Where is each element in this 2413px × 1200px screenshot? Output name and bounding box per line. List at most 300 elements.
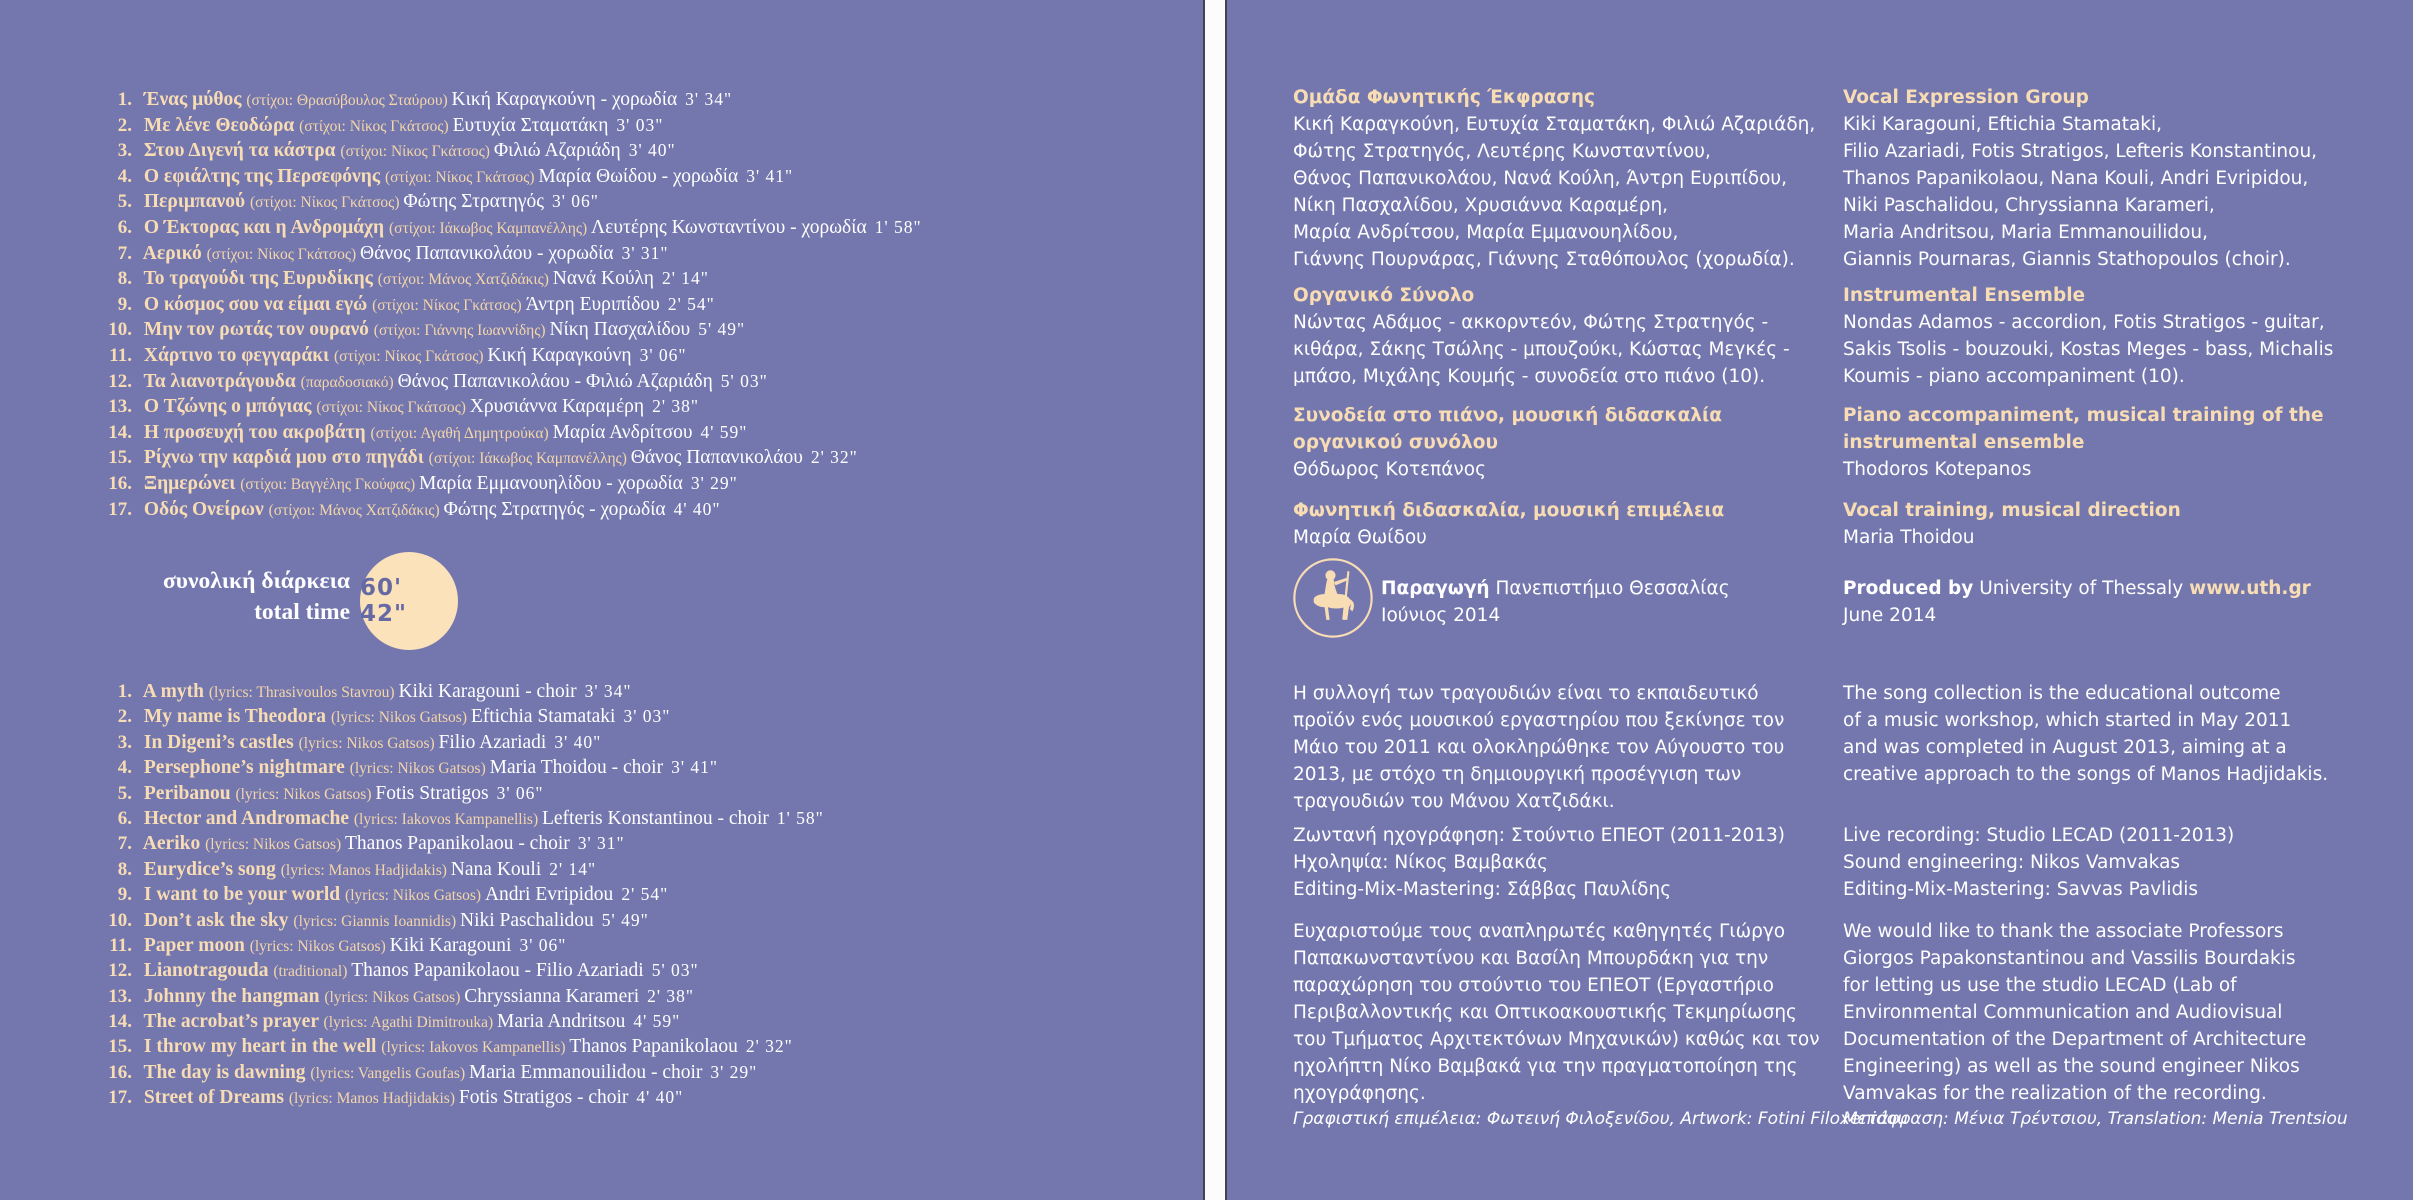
track-title: The acrobat’s prayer (139, 1011, 324, 1033)
track-performer: Niki Paschalidou (460, 909, 594, 931)
credits-line: 2013, με στόχο τη δημιουργική προσέγγιση των (1293, 764, 1742, 785)
credits-line: Koumis - piano accompaniment (10). (1843, 366, 2185, 387)
track-row (88, 113, 922, 139)
track-number: 13. (108, 985, 132, 1007)
track-row (88, 1085, 824, 1110)
track-number: 16. (108, 472, 132, 494)
tracklist-greek (88, 87, 922, 522)
credits-line: Μαρία Ανδρίτσου, Μαρία Εμμανουηλίδου, (1293, 222, 1679, 243)
track-duration: 3' 06" (496, 782, 544, 803)
tracklist-english (88, 679, 824, 1111)
track-lyrics-credit: (lyrics: Iakovos Kampanellis) (353, 810, 542, 828)
track-performer: Φώτης Στρατηγός (403, 191, 544, 213)
credits-line: Νίκη Πασχαλίδου, Χρυσιάννα Καραμέρη, (1293, 195, 1669, 216)
track-lyrics-credit: (lyrics: Nikos Gatsos) (249, 937, 390, 955)
track-title: Persephone’s nightmare (139, 757, 350, 779)
track-title: I throw my heart in the well (139, 1036, 382, 1058)
track-performer: Andri Evripidou (484, 884, 614, 906)
track-title: Peribanou (139, 782, 236, 804)
produced-by-label: Produced by (1843, 578, 1974, 599)
track-performer: Maria Thoidou - choir (489, 757, 664, 779)
track-title: Hector and Andromache (139, 807, 354, 829)
credits-heading: Vocal training, musical direction (1843, 500, 2181, 521)
track-performer: Νανά Κούλη (552, 268, 654, 290)
track-title: Don’t ask the sky (139, 909, 294, 931)
track-performer: Fotis Stratigos (375, 782, 489, 804)
track-duration: 5' 03" (720, 370, 768, 391)
credits-line: ηχολήπτη Νίκο Βαμβακά για την πραγματοποίηση της (1293, 1056, 1798, 1077)
track-row (88, 882, 824, 907)
track-performer: Chryssianna Karameri (464, 985, 640, 1007)
track-duration: 5' 49" (698, 319, 746, 340)
total-time-label-greek: συνολική διάρκεια (163, 568, 350, 594)
credits-section (1293, 918, 1820, 1107)
credits-line: Ηχοληψία: Νίκος Βαμβακάς (1293, 852, 1549, 873)
credits-heading: Ομάδα Φωνητικής Έκφρασης (1293, 87, 1595, 108)
track-title: Με λένε Θεοδώρα (139, 114, 300, 136)
credits-line: for letting us use the studio LECAD (Lab of (1843, 975, 2237, 996)
credits-section (1293, 1106, 1908, 1133)
track-number: 15. (108, 447, 132, 469)
track-title: Ρίχνω την καρδιά μου στο πηγάδι (139, 447, 429, 469)
track-row (88, 445, 922, 471)
track-lyrics-credit: (στίχοι: Ιάκωβος Καμπανέλλης) (388, 219, 592, 237)
track-duration: 2' 54" (621, 884, 669, 905)
track-performer: Κική Καραγκούνη (487, 344, 632, 366)
track-number: 12. (108, 370, 132, 392)
track-row (88, 215, 922, 241)
track-title: Ο Έκτορας και η Ανδρομάχη (139, 216, 389, 238)
track-lyrics-credit: (lyrics: Manos Hadjidakis) (280, 861, 451, 879)
track-performer: Ευτυχία Σταματάκη (452, 114, 609, 136)
page-fold-seam (1203, 0, 1227, 1200)
track-row (88, 394, 922, 420)
track-number: 2. (117, 706, 132, 728)
track-number: 7. (117, 833, 132, 855)
track-lyrics-credit: (στίχοι: Νίκος Γκάτσος) (206, 245, 361, 263)
track-duration: 3' 06" (519, 934, 567, 955)
track-lyrics-credit: (lyrics: Iakovos Kampanellis) (381, 1039, 570, 1057)
credits-line: The song collection is the educational outcome (1843, 683, 2281, 704)
track-performer: Thanos Papanikolaou - choir (345, 833, 570, 855)
track-duration: 3' 03" (623, 706, 671, 727)
credits-line: Περιβαλλοντικής και Οπτικοακουστικής Τεκμηρίωσης (1293, 1002, 1797, 1023)
track-row (88, 369, 922, 395)
credits-heading: Instrumental Ensemble (1843, 285, 2086, 306)
track-lyrics-credit: (στίχοι: Βαγγέλης Γκούφας) (240, 475, 420, 493)
track-row (88, 1060, 824, 1085)
track-performer: Kiki Karagouni (389, 934, 512, 956)
credits-section (1293, 84, 1815, 273)
total-time-label (110, 566, 350, 628)
track-row (88, 317, 922, 343)
track-row (88, 420, 922, 446)
track-performer: Maria Andritsou (497, 1011, 626, 1033)
credits-line: creative approach to the songs of Manos Hadjidakis. (1843, 764, 2329, 785)
track-number: 3. (117, 140, 132, 162)
track-number: 4. (117, 757, 132, 779)
track-row (88, 497, 922, 523)
credits-line: Live recording: Studio LECAD (2011-2013) (1843, 825, 2235, 846)
credits-line: Φώτης Στρατηγός, Λευτέρης Κωνσταντίνου, (1293, 141, 1711, 162)
credits-section (1843, 1106, 2348, 1133)
track-lyrics-credit: (lyrics: Nikos Gatsos) (349, 760, 490, 778)
track-title: Ο Τζώνης ο μπόγιας (139, 396, 317, 418)
credits-line: Vamvakas for the realization of the recording. (1843, 1083, 2267, 1104)
track-title: Lianotragouda (139, 960, 274, 982)
track-duration: 2' 38" (647, 985, 695, 1006)
track-performer: Φιλιώ Αζαριάδη (493, 140, 621, 162)
track-number: 8. (117, 858, 132, 880)
credits-line: ηχογράφησης. (1293, 1083, 1426, 1104)
track-lyrics-credit: (lyrics: Nikos Gatsos) (235, 785, 376, 803)
track-performer: Χρυσιάννα Καραμέρη (469, 396, 645, 418)
produced-by-text: Πανεπιστήμιο Θεσσαλίας (1489, 578, 1730, 599)
credits-section (1843, 680, 2328, 788)
credits-section (1293, 822, 1785, 903)
total-time-badge (360, 552, 458, 650)
track-performer: Fotis Stratigos - choir (458, 1087, 629, 1109)
credits-line: Νώντας Αδάμος - ακκορντεόν, Φώτης Στρατηγός - (1293, 312, 1769, 333)
track-row (88, 164, 922, 190)
track-number: 5. (117, 191, 132, 213)
credits-line: Nondas Adamos - accordion, Fotis Stratigos - guitar, (1843, 312, 2325, 333)
track-lyrics-credit: (παραδοσιακό) (300, 373, 398, 391)
track-row (88, 781, 824, 806)
track-duration: 2' 14" (661, 268, 709, 289)
credits-section (1293, 402, 1722, 483)
track-number: 1. (117, 89, 132, 110)
credits-line: Giannis Pournaras, Giannis Stathopoulos (choir). (1843, 249, 2291, 270)
track-duration: 3' 29" (690, 472, 738, 493)
track-row (88, 241, 922, 267)
credits-line: Niki Paschalidou, Chryssianna Karameri, (1843, 195, 2215, 216)
track-lyrics-credit: (στίχοι: Νίκος Γκάτσος) (384, 168, 539, 186)
credits-section (1843, 402, 2324, 483)
track-performer: Νίκη Πασχαλίδου (549, 319, 691, 341)
credits-section (1843, 918, 2306, 1107)
track-duration: 3' 06" (639, 344, 687, 365)
track-performer: Άντρη Ευριπίδου (525, 293, 660, 315)
track-lyrics-credit: (lyrics: Nikos Gatsos) (205, 836, 346, 854)
total-time-value: 60' 42" (360, 575, 407, 627)
track-title: Τα λιανοτράγουδα (139, 370, 301, 392)
credits-line: Editing-Mix-Mastering: Savvas Pavlidis (1843, 879, 2198, 900)
credits-line: μπάσο, Μιχάλης Κουμής - συνοδεία στο πιάνο (10). (1293, 366, 1766, 387)
credits-line: We would like to thank the associate Professors (1843, 921, 2284, 942)
credits-heading: Piano accompaniment, musical training of the (1843, 405, 2324, 426)
track-number: 10. (108, 319, 132, 341)
track-number: 5. (117, 782, 132, 804)
track-title: Η προσευχή του ακροβάτη (139, 421, 371, 443)
track-duration: 4' 40" (673, 498, 721, 519)
track-performer: Φώτης Στρατηγός - χορωδία (443, 498, 666, 520)
credits-line: and was completed in August 2013, aiming at a (1843, 737, 2287, 758)
total-time-label-english: total time (254, 599, 350, 625)
track-duration: 3' 29" (710, 1061, 758, 1082)
track-number: 17. (108, 498, 132, 520)
track-number: 7. (117, 242, 132, 264)
credits-section (1293, 680, 1784, 815)
credits-line: τραγουδιών του Μάνου Χατζιδάκι. (1293, 791, 1615, 812)
credits-line: παραχώρηση του στούντιο του ΕΠΕΟΤ (Εργαστήριο (1293, 975, 1774, 996)
track-number: 16. (108, 1061, 132, 1083)
track-lyrics-credit: (lyrics: Agathi Dimitrouka) (323, 1014, 498, 1032)
track-number: 9. (117, 293, 132, 315)
produced-by-label: Παραγωγή (1381, 578, 1490, 599)
credits-section (1843, 822, 2234, 903)
credits-line: Ζωντανή ηχογράφηση: Στούντιο ΕΠΕΟΤ (2011-2013) (1293, 825, 1785, 846)
track-row (88, 189, 922, 215)
track-row (88, 138, 922, 164)
track-row (88, 266, 922, 292)
track-number: 2. (117, 114, 132, 136)
track-title: Μην τον ρωτάς τον ουρανό (139, 319, 374, 341)
track-title: Ένας μύθος (139, 89, 247, 110)
track-performer: Maria Emmanouilidou - choir (468, 1061, 703, 1083)
credits-section (1843, 575, 2311, 629)
track-title: Ο κόσμος σου να είμαι εγώ (139, 293, 373, 315)
track-performer: Kiki Karagouni - choir (398, 681, 577, 702)
track-lyrics-credit: (lyrics: Vangelis Goufas) (310, 1064, 469, 1082)
credits-line: Γιάννης Πουρνάρας, Γιάννης Σταθόπουλος (χορωδία). (1293, 249, 1795, 270)
credits-section (1293, 497, 1724, 551)
track-row (88, 471, 922, 497)
track-row (88, 292, 922, 318)
track-lyrics-credit: (lyrics: Nikos Gatsos) (330, 709, 471, 727)
track-lyrics-credit: (traditional) (273, 963, 352, 981)
credits-line: Κική Καραγκούνη, Ευτυχία Σταματάκη, Φιλιώ Αζαριάδη, (1293, 114, 1816, 135)
credits-line: Ευχαριστούμε τους αναπληρωτές καθηγητές Γιώργο (1293, 921, 1786, 942)
track-title: Aeriko (139, 833, 206, 855)
track-duration: 3' 40" (554, 731, 602, 752)
track-performer: Λευτέρης Κωνσταντίνου - χορωδία (591, 216, 867, 238)
track-duration: 3' 06" (551, 191, 599, 212)
track-number: 9. (117, 884, 132, 906)
credits-line: Thodoros Kotepanos (1843, 459, 2032, 480)
track-row (88, 704, 824, 729)
credits-line: Documentation of the Department of Architecture (1843, 1029, 2307, 1050)
track-row (88, 1009, 824, 1034)
track-title: Χάρτινο το φεγγαράκι (139, 344, 334, 366)
track-duration: 5' 49" (601, 909, 649, 930)
track-lyrics-credit: (lyrics: Thrasivoulos Stavrou) (208, 684, 399, 701)
credits-line: Kiki Karagouni, Eftichia Stamataki, (1843, 114, 2163, 135)
credits-line: Giorgos Papakonstantinou and Vassilis Bourdakis (1843, 948, 2296, 969)
track-performer: Thanos Papanikolaou - Filio Azariadi (351, 960, 644, 982)
produced-date: June 2014 (1843, 605, 1937, 626)
track-duration: 2' 54" (667, 293, 715, 314)
track-title: Eurydice’s song (139, 858, 281, 880)
track-number: 14. (108, 421, 132, 443)
credits-line: Editing-Mix-Mastering: Σάββας Παυλίδης (1293, 879, 1672, 900)
credits-section (1843, 84, 2317, 273)
credits-line: Μετάφραση: Μένια Τρέντσιου, Translation: Menia Trentsiou (1843, 1109, 2348, 1129)
track-title: A myth (139, 681, 209, 702)
credits-heading: οργανικού συνόλου (1293, 432, 1498, 453)
credits-line: Sound engineering: Nikos Vamvakas (1843, 852, 2181, 873)
credits-section (1843, 497, 2181, 551)
track-duration: 3' 41" (746, 165, 794, 186)
credits-line: Θάνος Παπανικολάου, Νανά Κούλη, Άντρη Ευριπίδου, (1293, 168, 1788, 189)
track-lyrics-credit: (στίχοι: Νίκος Γκάτσος) (316, 399, 470, 417)
credits-line: Μαρία Θωίδου (1293, 527, 1427, 548)
credits-section (1843, 282, 2333, 390)
track-title: In Digeni’s castles (139, 731, 299, 753)
track-performer: Κική Καραγκούνη - χορωδία (451, 89, 678, 110)
track-number: 11. (109, 344, 132, 366)
track-number: 1. (117, 681, 132, 702)
track-performer: Μαρία Θωίδου - χορωδία (538, 165, 739, 187)
track-performer: Μαρία Ανδρίτσου (552, 421, 693, 443)
track-performer: Θάνος Παπανικολάου - χορωδία (360, 242, 614, 264)
credits-line: Maria Andritsou, Maria Emmanouilidou, (1843, 222, 2209, 243)
track-number: 3. (117, 731, 132, 753)
track-row (88, 87, 922, 113)
track-title: Στου Διγενή τα κάστρα (139, 140, 341, 162)
credits-column-english (1843, 0, 2403, 1200)
track-row (88, 958, 824, 983)
credits-heading: Φωνητική διδασκαλία, μουσική επιμέλεια (1293, 500, 1725, 521)
track-duration: 2' 38" (652, 396, 699, 417)
credits-line: κιθάρα, Σάκης Τσώλης - μπουζούκι, Κώστας Μεγκές - (1293, 339, 1790, 360)
credits-line: Filio Azariadi, Fotis Stratigos, Lefteris Konstantinou, (1843, 141, 2318, 162)
track-row (88, 984, 824, 1009)
track-title: The day is dawning (139, 1061, 311, 1083)
track-duration: 3' 40" (628, 140, 676, 161)
track-duration: 4' 40" (636, 1087, 684, 1108)
credits-line: Παπακωνσταντίνου και Βασίλη Μπουρδάκη για την (1293, 948, 1769, 969)
track-lyrics-credit: (στίχοι: Μάνος Χατζιδάκις) (377, 271, 553, 289)
track-lyrics-credit: (στίχοι: Μάνος Χατζιδάκις) (268, 501, 444, 519)
track-duration: 2' 32" (745, 1036, 793, 1057)
track-lyrics-credit: (lyrics: Nikos Gatsos) (324, 988, 465, 1006)
track-row (88, 755, 824, 780)
produced-by-line (1381, 575, 1730, 602)
track-row (88, 857, 824, 882)
track-number: 10. (108, 909, 132, 931)
credits-heading: instrumental ensemble (1843, 432, 2085, 453)
track-performer: Thanos Papanikolaou (569, 1036, 738, 1058)
credits-line: Maria Thoidou (1843, 527, 1975, 548)
track-duration: 4' 59" (700, 421, 748, 442)
track-row (88, 730, 824, 755)
track-number: 6. (117, 807, 132, 829)
track-title: My name is Theodora (139, 706, 331, 728)
track-row (88, 679, 824, 704)
track-performer: Μαρία Εμμανουηλίδου - χορωδία (419, 472, 683, 494)
track-duration: 3' 31" (621, 242, 669, 263)
credits-line: Engineering) as well as the sound engineer Nikos (1843, 1056, 2300, 1077)
track-title: Ο εφιάλτης της Περσεφόνης (139, 165, 385, 187)
track-title: Αερικό (139, 242, 207, 264)
track-title: Paper moon (139, 934, 250, 956)
track-performer: Eftichia Stamataki (470, 706, 616, 728)
track-performer: Θάνος Παπανικολάου (630, 447, 803, 469)
track-title: Περιμπανού (139, 191, 250, 213)
track-lyrics-credit: (στίχοι: Γιάννης Ιωαννίδης) (373, 322, 550, 340)
track-duration: 1' 58" (874, 216, 922, 237)
track-lyrics-credit: (στίχοι: Νίκος Γκάτσος) (299, 117, 453, 135)
track-lyrics-credit: (στίχοι: Νίκος Γκάτσος) (372, 296, 526, 314)
track-number: 17. (108, 1087, 132, 1109)
track-row (88, 1034, 824, 1059)
credits-section (1293, 282, 1790, 390)
track-lyrics-credit: (στίχοι: Νίκος Γκάτσος) (333, 347, 488, 365)
track-lyrics-credit: (lyrics: Giannis Ioannidis) (293, 912, 461, 930)
track-number: 8. (117, 268, 132, 290)
credits-line: Μάιο του 2011 και ολοκληρώθηκε τον Αύγουστο του (1293, 737, 1785, 758)
track-number: 11. (109, 934, 132, 956)
credits-line: Η συλλογή των τραγουδιών είναι το εκπαιδευτικό (1293, 683, 1759, 704)
credits-line: προϊόν ενός μουσικού εργαστηρίου που ξεκίνησε τον (1293, 710, 1785, 731)
track-lyrics-credit: (στίχοι: Ιάκωβος Καμπανέλλης) (428, 450, 631, 468)
credits-line: of a music workshop, which started in May 2011 (1843, 710, 2292, 731)
credits-line: του Τμήματος Αρχιτεκτόνων Μηχανικών) καθώς και τον (1293, 1029, 1820, 1050)
track-lyrics-credit: (lyrics: Nikos Gatsos) (345, 887, 485, 905)
credits-line: Sakis Tsolis - bouzouki, Kostas Meges - bass, Michalis (1843, 339, 2334, 360)
track-lyrics-credit: (lyrics: Manos Hadjidakis) (288, 1090, 459, 1108)
credits-line: Thanos Papanikolaou, Nana Kouli, Andri Evripidou, (1843, 168, 2309, 189)
track-number: 15. (108, 1036, 132, 1058)
track-duration: 3' 34" (685, 89, 733, 109)
uth-website-link[interactable]: www.uth.gr (2189, 578, 2311, 599)
track-performer: Θάνος Παπανικολάου - Φιλιώ Αζαριάδη (397, 370, 713, 392)
track-number: 4. (117, 165, 132, 187)
credits-section (1381, 575, 1730, 629)
track-performer: Lefteris Konstantinou - choir (541, 807, 769, 829)
produced-by-text: University of Thessaly (1973, 578, 2190, 599)
credits-heading: Οργανικό Σύνολο (1293, 285, 1475, 306)
track-row (88, 933, 824, 958)
track-title: Street of Dreams (139, 1087, 289, 1109)
track-row (88, 343, 922, 369)
track-duration: 3' 31" (577, 833, 625, 854)
track-duration: 3' 03" (616, 114, 664, 135)
track-lyrics-credit: (στίχοι: Αγαθή Δημητρούκα) (370, 424, 553, 442)
track-duration: 3' 34" (584, 681, 632, 701)
track-duration: 3' 41" (671, 757, 719, 778)
track-lyrics-credit: (στίχοι: Νίκος Γκάτσος) (340, 143, 494, 161)
track-title: I want to be your world (139, 884, 346, 906)
credits-heading: Vocal Expression Group (1843, 87, 2089, 108)
track-duration: 5' 03" (651, 960, 699, 981)
track-duration: 2' 14" (549, 858, 597, 879)
credits-line: Θόδωρος Κοτεπάνος (1293, 459, 1486, 480)
track-performer: Filio Azariadi (438, 731, 547, 753)
track-number: 14. (108, 1011, 132, 1033)
track-row (88, 831, 824, 856)
track-number: 12. (108, 960, 132, 982)
credits-heading: Συνοδεία στο πιάνο, μουσική διδασκαλία (1293, 405, 1722, 426)
track-title: Το τραγούδι της Ευρυδίκης (139, 268, 378, 290)
booklet-left-page (0, 0, 1203, 1200)
produced-by-line (1843, 575, 2311, 602)
track-number: 6. (117, 216, 132, 238)
track-duration: 2' 32" (810, 447, 858, 468)
track-row (88, 806, 824, 831)
track-lyrics-credit: (στίχοι: Θρασύβουλος Σταύρου) (246, 92, 452, 109)
track-duration: 1' 58" (776, 807, 824, 828)
track-number: 13. (108, 396, 132, 418)
booklet-right-page (1227, 0, 2413, 1200)
track-title: Johnny the hangman (139, 985, 325, 1007)
credits-line: Environmental Communication and Audiovisual (1843, 1002, 2283, 1023)
track-lyrics-credit: (lyrics: Nikos Gatsos) (298, 734, 439, 752)
track-title: Οδός Ονείρων (139, 498, 269, 520)
track-title: Ξημερώνει (139, 472, 241, 494)
credits-line: Γραφιστική επιμέλεια: Φωτεινή Φιλοξενίδου, Artwork: Fotini Filoxenidou (1293, 1109, 1908, 1129)
